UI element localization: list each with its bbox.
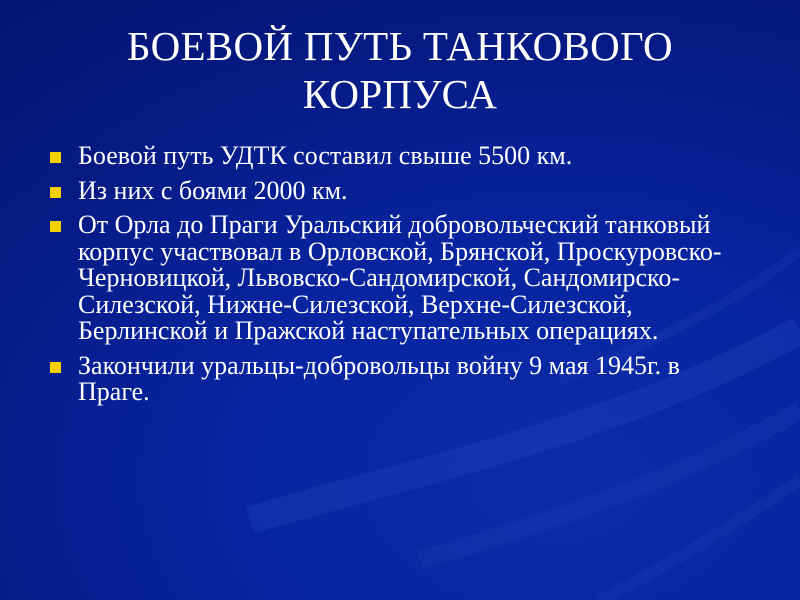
bullet-item [48, 143, 748, 170]
bullet-item [48, 175, 748, 205]
slide-title: БОЕВОЙ ПУТЬ ТАНКОВОГО КОРПУСА [127, 23, 673, 117]
bullet-text: Боевой путь УДТК составил свыше 5500 км. [78, 141, 573, 170]
bullet-text: Закончили уральцы-добровольцы войну 9 мая 1945г. в Праге. [78, 350, 680, 406]
square-bullet-icon [50, 152, 61, 163]
square-bullet-icon [50, 187, 61, 198]
bullet-text: Из них с боями 2000 км. [78, 175, 348, 205]
bullet-item [48, 350, 748, 406]
bullet-text: От Орла до Праги Уральский добровольческий танковый корпус участвовал в Орловской, Брянской, Проскуровско-Черновицкой, Львовско-Сандомирской, Сандомирско-Силезской, Нижне-Силезской, Верхне-Силезской, Берлинской и Пражской наступательных операциях. [78, 210, 722, 345]
bullet-list [48, 143, 748, 414]
bullet-item [48, 212, 748, 345]
square-bullet-icon [50, 362, 61, 373]
square-bullet-icon [50, 221, 61, 232]
